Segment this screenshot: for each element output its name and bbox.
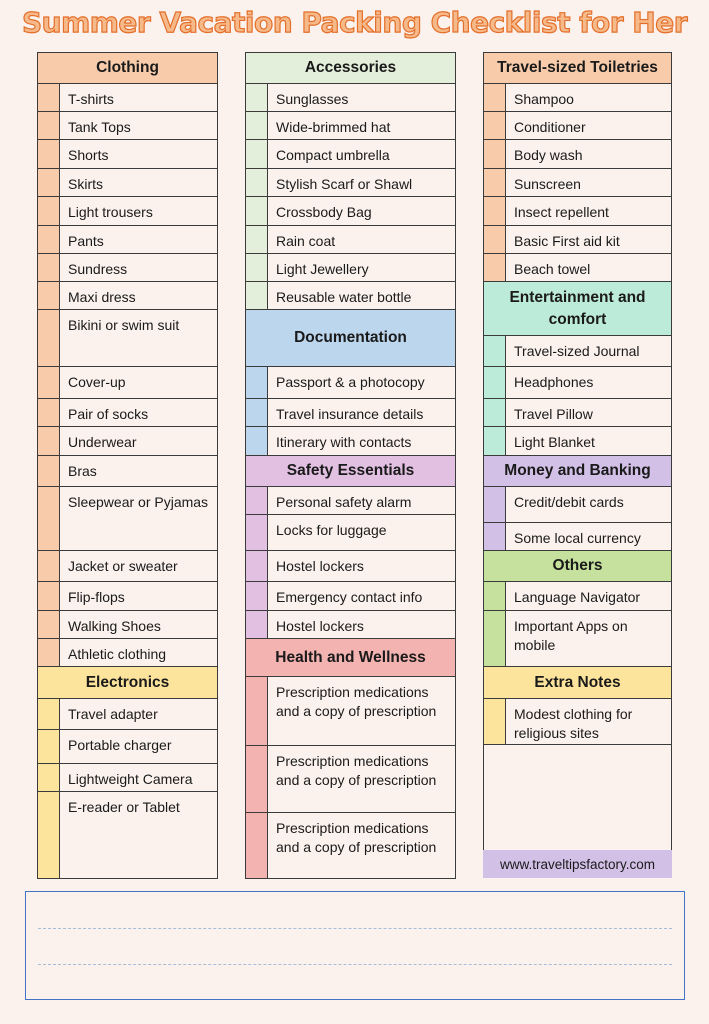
checkbox[interactable] [246,169,268,196]
checkbox[interactable] [246,813,268,878]
checkbox[interactable] [246,487,268,514]
checkbox[interactable] [484,84,506,111]
item-label: Prescription medications and a copy of prescription [276,753,437,788]
item-label: Pair of socks [68,406,149,422]
item-label: Sunscreen [514,176,581,192]
toiletries-item [483,111,672,140]
item-label: Reusable water bottle [276,289,412,305]
checkbox[interactable] [38,456,60,486]
item-label: Emergency contact info [276,589,423,605]
others-item [483,581,672,611]
item-label: Stylish Scarf or Shawl [276,176,413,192]
website-link[interactable]: www.traveltipsfactory.com [483,850,672,878]
accessories-item [245,139,456,169]
extra-notes-item [483,698,672,745]
item-label: Hostel lockers [276,618,364,634]
checkbox[interactable] [38,764,60,791]
item-label: Travel insurance details [276,406,424,422]
checkbox[interactable] [246,254,268,281]
checkbox[interactable] [484,197,506,225]
item-label: T-shirts [68,91,114,107]
documentation-item [245,426,456,456]
entertainment-item [483,426,672,456]
checkbox[interactable] [484,169,506,196]
money-header: Money and Banking [483,455,672,487]
item-label: Crossbody Bag [276,204,372,220]
checkbox[interactable] [484,399,506,426]
item-label: Tank Tops [68,119,131,135]
safety-item [245,514,456,551]
checkbox[interactable] [246,84,268,111]
item-label: Wide-brimmed hat [276,119,391,135]
notes-box[interactable] [25,891,685,1000]
checkbox[interactable] [484,254,506,281]
clothing-item [37,455,218,487]
item-label: Light Jewellery [276,261,369,277]
item-label: Sleepwear or Pyjamas [68,494,209,510]
electronics-item [37,791,218,879]
item-label: Travel adapter [68,706,158,722]
checkbox[interactable] [38,699,60,729]
item-label: Travel Pillow [514,406,593,422]
blank-area [483,744,672,851]
checkbox[interactable] [246,677,268,745]
money-item [483,522,672,551]
electronics-item [37,763,218,792]
clothing-item [37,398,218,427]
checkbox[interactable] [38,582,60,610]
item-label: Bras [68,463,97,479]
clothing-item [37,426,218,456]
item-label: E-reader or Tablet [68,799,180,815]
item-label: Beach towel [514,261,591,277]
item-label: Basic First aid kit [514,233,620,249]
clothing-item [37,610,218,639]
others-header: Others [483,550,672,582]
item-label: Locks for luggage [276,522,387,538]
item-label: Some local currency [514,530,641,546]
checkbox[interactable] [484,226,506,253]
documentation-header: Documentation [245,309,456,367]
item-label: Shorts [68,147,109,163]
item-label: Light trousers [68,204,153,220]
electronics-item [37,698,218,730]
safety-item [245,486,456,515]
checkbox[interactable] [246,611,268,638]
checkbox[interactable] [38,427,60,455]
accessories-item [245,196,456,226]
item-label: Passport & a photocopy [276,374,425,390]
item-label: Headphones [514,374,594,390]
item-label: Pants [68,233,104,249]
clothing-item [37,638,218,667]
item-label: Underwear [68,434,137,450]
item-label: Compact umbrella [276,147,390,163]
checkbox[interactable] [484,336,506,366]
clothing-item [37,225,218,254]
clothing-item [37,139,218,169]
clothing-item [37,550,218,582]
page-title: Summer Vacation Packing Checklist for Her [21,6,688,39]
safety-item [245,550,456,582]
notes-line [38,928,672,929]
checkbox[interactable] [246,367,268,398]
clothing-item [37,366,218,399]
column-left [37,52,218,878]
item-label: Skirts [68,176,103,192]
checkbox[interactable] [246,515,268,550]
checkbox[interactable] [38,399,60,426]
toiletries-item [483,196,672,226]
clothing-item [37,253,218,282]
safety-header: Safety Essentials [245,455,456,487]
item-label: Walking Shoes [68,618,161,634]
checkbox[interactable] [484,611,506,666]
item-label: Important Apps on mobile [514,618,628,653]
others-item [483,610,672,667]
checkbox[interactable] [246,427,268,455]
accessories-item [245,83,456,112]
checkbox[interactable] [38,84,60,111]
checkbox[interactable] [484,523,506,550]
item-label: Bikini or swim suit [68,317,180,333]
health-item [245,745,456,813]
checkbox[interactable] [38,169,60,196]
clothing-item [37,309,218,367]
checkbox[interactable] [38,792,60,878]
entertainment-item [483,335,672,367]
checkbox[interactable] [38,226,60,253]
checkbox[interactable] [246,582,268,610]
clothing-item [37,196,218,226]
item-label: Lightweight Camera [68,771,193,787]
checkbox[interactable] [38,551,60,581]
checkbox[interactable] [484,140,506,168]
checkbox[interactable] [246,112,268,139]
checkbox[interactable] [484,582,506,610]
item-label: Itinerary with contacts [276,434,412,450]
electronics-header: Electronics [37,666,218,699]
item-label: Hostel lockers [276,558,364,574]
item-label: Rain coat [276,233,336,249]
checkbox[interactable] [38,254,60,281]
checkbox[interactable] [246,282,268,309]
checkbox[interactable] [246,746,268,812]
item-label: Jacket or sweater [68,558,178,574]
checkbox[interactable] [38,140,60,168]
item-label: Body wash [514,147,583,163]
item-label: Conditioner [514,119,586,135]
checkbox[interactable] [484,487,506,522]
clothing-item [37,581,218,611]
item-label: Shampoo [514,91,574,107]
item-label: Sundress [68,261,128,277]
column-middle [245,52,456,878]
accessories-item [245,281,456,310]
checkbox[interactable] [484,367,506,398]
checkbox[interactable] [484,699,506,744]
checkbox[interactable] [38,611,60,638]
item-label: Portable charger [68,737,172,753]
extra-notes-header: Extra Notes [483,666,672,699]
accessories-item [245,253,456,282]
item-label: Modest clothing for religious sites [514,706,633,741]
toiletries-item [483,83,672,112]
checkbox[interactable] [38,112,60,139]
item-label: Personal safety alarm [276,494,412,510]
accessories-header: Accessories [245,52,456,84]
item-label: Prescription medications and a copy of prescription [276,684,437,719]
item-label: Cover-up [68,374,126,390]
checkbox[interactable] [484,112,506,139]
clothing-item [37,486,218,551]
money-item [483,486,672,523]
documentation-item [245,366,456,399]
item-label: Credit/debit cards [514,494,624,510]
accessories-item [245,225,456,254]
entertainment-header: Entertainment and comfort [483,281,672,336]
toiletries-item [483,253,672,282]
column-right [483,52,672,878]
health-item [245,812,456,879]
checkbox[interactable] [38,197,60,225]
safety-item [245,581,456,611]
accessories-item [245,168,456,197]
toiletries-item [483,139,672,169]
item-label: Insect repellent [514,204,609,220]
item-label: Flip-flops [68,589,125,605]
clothing-item [37,281,218,310]
checkbox[interactable] [38,282,60,309]
health-header: Health and Wellness [245,638,456,677]
checkbox[interactable] [38,487,60,550]
item-label: Prescription medications and a copy of prescription [276,820,437,855]
toiletries-item [483,225,672,254]
checkbox[interactable] [246,399,268,426]
documentation-item [245,398,456,427]
checkbox[interactable] [246,226,268,253]
checkbox[interactable] [38,639,60,666]
safety-item [245,610,456,639]
entertainment-item [483,398,672,427]
checkbox[interactable] [246,551,268,581]
checkbox[interactable] [38,310,60,366]
toiletries-item [483,168,672,197]
checkbox[interactable] [246,140,268,168]
item-label: Maxi dress [68,289,136,305]
checkbox[interactable] [246,197,268,225]
clothing-item [37,111,218,140]
toiletries-header: Travel-sized Toiletries [483,52,672,84]
item-label: Light Blanket [514,434,595,450]
clothing-item [37,83,218,112]
health-item [245,676,456,746]
item-label: Travel-sized Journal [514,343,640,359]
electronics-item [37,729,218,764]
item-label: Sunglasses [276,91,349,107]
checkbox[interactable] [38,730,60,763]
notes-line [38,964,672,965]
clothing-header: Clothing [37,52,218,84]
accessories-item [245,111,456,140]
item-label: Athletic clothing [68,646,167,662]
checkbox[interactable] [484,427,506,455]
item-label: Language Navigator [514,589,641,605]
clothing-item [37,168,218,197]
checkbox[interactable] [38,367,60,398]
entertainment-item [483,366,672,399]
